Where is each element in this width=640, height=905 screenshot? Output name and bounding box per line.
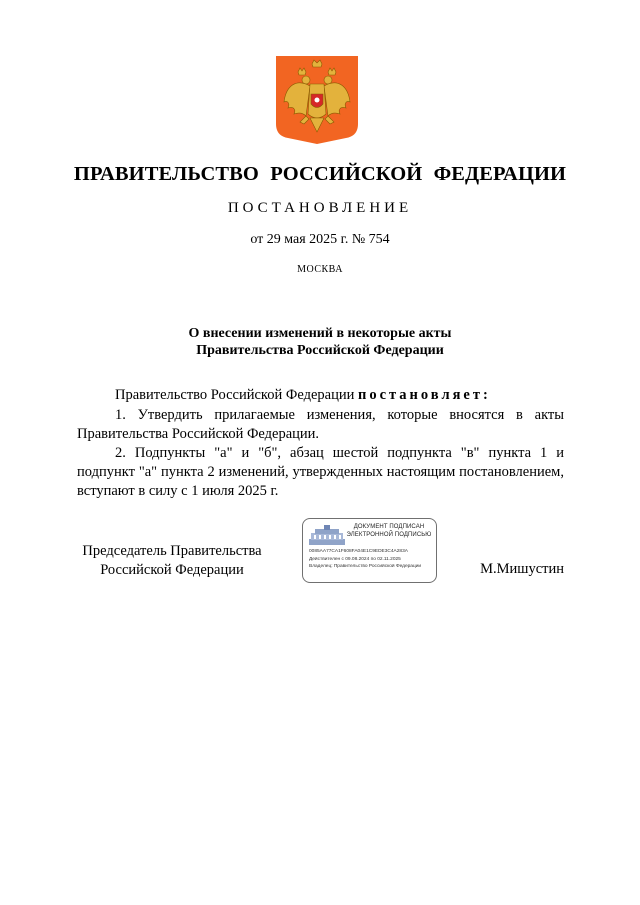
decree-intro <box>77 386 564 405</box>
signatory-position-line-2: Российской Федерации <box>100 562 244 578</box>
electronic-signature-stamp <box>302 518 437 583</box>
document-type: ПОСТАНОВЛЕНИЕ <box>227 200 413 216</box>
document-subject <box>0 325 640 359</box>
intro-text: Правительство Российской Федерации <box>115 387 358 403</box>
stamp-validity: Действителен с 09.08.2024 по 02.11.2025 <box>309 557 401 562</box>
signatory-name: М.Мишустин <box>480 561 564 577</box>
signatory-position <box>77 542 267 580</box>
intro-decree-word: постановляет: <box>357 387 491 403</box>
government-building-icon <box>309 525 345 545</box>
stamp-heading-line-1: ДОКУМЕНТ ПОДПИСАН <box>353 524 425 530</box>
government-title: ПРАВИТЕЛЬСТВО РОССИЙСКОЙ ФЕДЕРАЦИИ <box>73 163 567 185</box>
signatory-position-line-1: Председатель Правительства <box>82 543 262 559</box>
document-city: МОСКВА <box>297 264 343 275</box>
stamp-certificate: 0085AA77CA1F608FA04E1C9EDE3C4A283A <box>309 549 408 554</box>
subject-line-2: Правительства Российской Федерации <box>196 343 444 358</box>
subject-line-1: О внесении изменений в некоторые акты <box>188 326 452 341</box>
stamp-heading-line-2: ЭЛЕКТРОННОЙ ПОДПИСЬЮ <box>346 531 432 538</box>
stamp-owner: Владелец: Правительство Российской Федерации <box>309 564 422 569</box>
stamp-heading <box>343 524 435 539</box>
paragraph-1: 1. Утвердить прилагаемые изменения, которые вносятся в акты Правительства Российской Федерации. <box>77 407 564 442</box>
coat-of-arms-icon <box>276 56 358 144</box>
document-date-number: от 29 мая 2025 г. № 754 <box>250 232 390 247</box>
paragraph-2: 2. Подпункты "а" и "б", абзац шестой подпункта "в" пункта 1 и подпункт "а" пункта 2 изменений, утвержденных настоящим постановлением, вступают в силу с 1 июля 2025 г. <box>77 445 564 499</box>
